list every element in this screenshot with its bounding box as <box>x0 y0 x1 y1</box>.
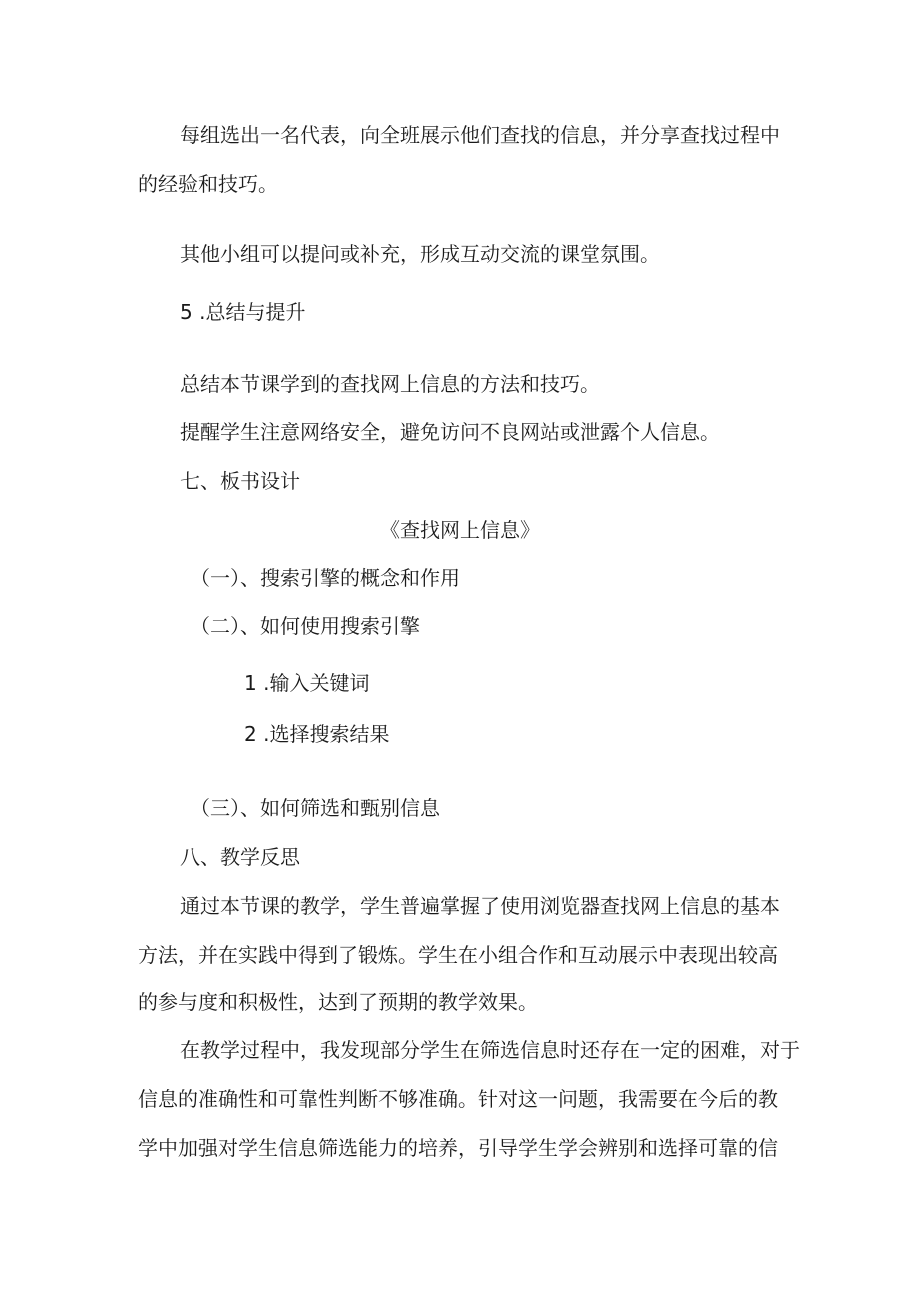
section-heading: 5 .总结与提升 <box>180 300 306 324</box>
section-heading: 七、板书设计 <box>180 469 300 493</box>
paragraph-line: 每组选出一名代表，向全班展示他们查找的信息，并分享查找过程中 <box>180 123 780 147</box>
board-item: （一）、搜索引擎的概念和作用 <box>190 566 460 590</box>
section-heading: 八、教学反思 <box>180 845 300 869</box>
board-title: 《查找网上信息》 <box>380 518 540 542</box>
paragraph-line: 总结本节课学到的查找网上信息的方法和技巧。 <box>180 372 600 396</box>
paragraph-line: 其他小组可以提问或补充，形成互动交流的课堂氛围。 <box>180 242 660 266</box>
paragraph-line: 在教学过程中，我发现部分学生在筛选信息时还存在一定的困难，对于 <box>180 1038 800 1062</box>
board-item: （三）、如何筛选和甄别信息 <box>190 796 440 820</box>
paragraph-line: 的经验和技巧。 <box>138 172 278 196</box>
paragraph-line: 通过本节课的教学，学生普遍掌握了使用浏览器查找网上信息的基本 <box>180 894 780 918</box>
paragraph-line: 学中加强对学生信息筛选能力的培养，引导学生学会辨别和选择可靠的信 <box>138 1136 778 1160</box>
paragraph-line: 提醒学生注意网络安全，避免访问不良网站或泄露个人信息。 <box>180 420 720 444</box>
paragraph-line: 方法，并在实践中得到了锻炼。学生在小组合作和互动展示中表现出较高 <box>138 943 778 967</box>
paragraph-line: 信息的准确性和可靠性判断不够准确。针对这一问题，我需要在今后的教 <box>138 1087 778 1111</box>
board-item: （二）、如何使用搜索引擎 <box>190 614 420 638</box>
board-subitem: 1 .输入关键词 <box>244 671 370 695</box>
paragraph-line: 的参与度和积极性，达到了预期的教学效果。 <box>138 990 538 1014</box>
board-subitem: 2 .选择搜索结果 <box>244 722 390 746</box>
